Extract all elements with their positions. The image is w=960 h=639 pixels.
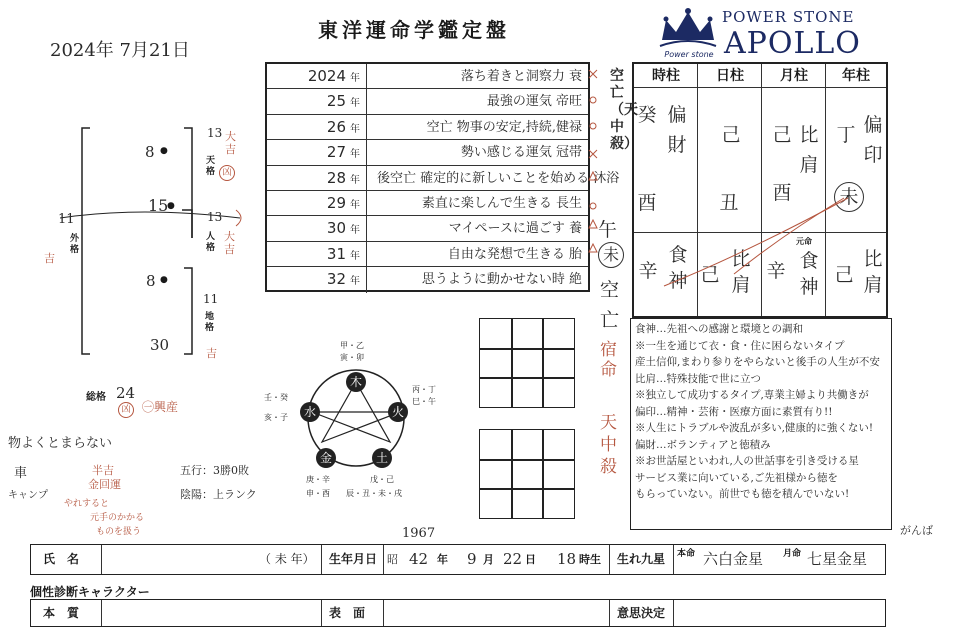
- note-bou: 亡: [600, 309, 620, 331]
- margin-marks: [586, 60, 602, 300]
- kosei-title: 個性診断キャラクター: [30, 585, 150, 599]
- fortune-stage: 胎: [568, 246, 582, 262]
- element-kin: 金: [316, 448, 336, 468]
- ka-branches: 巳・午: [412, 397, 436, 406]
- fortune-desc: 素直に楽しんで生きる: [421, 196, 552, 211]
- fortune-stage: 絶: [568, 272, 582, 288]
- nichi-label: 日: [525, 553, 536, 566]
- goko-note: 五行：3勝0敗: [180, 464, 249, 477]
- element-ka: 火: [388, 402, 408, 422]
- fortune-stage: 養: [568, 221, 582, 237]
- fortune-stage: 長生: [555, 196, 582, 211]
- year-num: 25: [326, 92, 346, 111]
- kubou-label: 空亡（天中殺）: [610, 68, 638, 152]
- genmei-label: 元命: [796, 237, 812, 246]
- fortune-stage: 沐浴: [593, 170, 620, 186]
- fortune-year: [267, 216, 367, 240]
- notes-box: [630, 318, 892, 530]
- note-line: ※人生にトラブルや波乱が多い,健康的に強くない!: [635, 422, 874, 434]
- birth-hour: 18: [557, 550, 577, 568]
- left-note-5: 金回運: [88, 478, 121, 491]
- do-stems: 戊・己: [370, 475, 394, 484]
- stem-nichi: 己: [721, 124, 741, 146]
- fortune-row: [267, 191, 588, 216]
- fortune-row: [267, 166, 620, 191]
- fortune-text: [377, 216, 582, 241]
- birth-y: 42: [409, 550, 429, 568]
- fortune-row: [267, 89, 588, 114]
- honmei-label: 本命: [677, 549, 696, 559]
- gaikaku-fortune: 吉: [44, 252, 55, 265]
- note-line: ※独立して成功するタイプ,専業主婦より共働きが: [635, 389, 869, 401]
- year-unit: 年: [350, 149, 360, 161]
- note-shukumei: 宿命: [600, 340, 617, 380]
- year-unit: 年: [350, 276, 360, 288]
- note-hitsuji: 未: [598, 242, 624, 268]
- fortune-text: [377, 267, 582, 292]
- page-title: 東洋運命学鑑定盤: [318, 18, 510, 42]
- note-go: 午: [598, 219, 618, 241]
- brand-top: POWER STONE: [722, 8, 855, 26]
- year-num: 27: [326, 143, 346, 162]
- kin-branches: 申・酉: [306, 489, 330, 498]
- year-num: 2024: [307, 67, 346, 85]
- chikaku-fortune: 吉: [206, 347, 217, 360]
- tenkaku-num: 13: [207, 126, 223, 140]
- dot-3: ●: [160, 275, 168, 285]
- year-unit: 年: [350, 225, 360, 237]
- note-line: サービス業に向いている,ご先祖様から徳を: [635, 471, 838, 484]
- left-note-7: 元手のかかる: [90, 513, 145, 523]
- fortune-text: [377, 166, 620, 191]
- branch-getsu: 酉: [772, 182, 792, 204]
- fortune-year: [267, 64, 367, 88]
- brand-main: APOLLO: [724, 26, 861, 61]
- fortune-year: [267, 267, 367, 292]
- getsumei-label: 月命: [783, 549, 802, 559]
- fortune-row: [267, 140, 588, 165]
- brand-logo: [652, 4, 882, 62]
- jisei-label: 時生: [579, 553, 601, 566]
- hstar-getsu: 食神: [799, 250, 819, 298]
- fortune-year: [267, 242, 367, 266]
- birth-m: 9: [467, 550, 477, 568]
- header-nenchu: 年柱: [826, 64, 886, 88]
- dot-1: ●: [160, 146, 168, 156]
- gaikaku-label: 外格: [70, 234, 80, 255]
- year-num: 28: [326, 168, 346, 187]
- label-birth: 生年月日: [329, 552, 378, 566]
- note-line: ※一生を通じて衣・食・住に困らないタイプ: [635, 339, 845, 352]
- left-note-3: キャンプ: [8, 490, 48, 501]
- note-line: ※お世話屋といわれ,人の世話事を引き受ける星: [635, 455, 859, 467]
- soukaku-kyo: 凶: [118, 402, 134, 418]
- inyou-note: 陰陽：上ランク: [180, 488, 257, 501]
- stroke-15: 15: [148, 196, 169, 215]
- chikaku-num: 11: [203, 292, 219, 306]
- left-note-8: ものを扱う: [96, 527, 142, 537]
- note-line: 偏財…ボランティアと徳積み: [635, 438, 771, 451]
- fortune-row: [267, 115, 588, 140]
- tenkaku-fortune: 大吉: [225, 130, 236, 156]
- label-honshitsu: 本 質: [43, 606, 80, 620]
- soukaku-num: 24: [116, 384, 136, 402]
- star-ji: 偏財: [667, 104, 687, 156]
- year-num: 26: [326, 117, 346, 136]
- fortune-text: [377, 242, 582, 267]
- fortune-desc: 後空亡 確定的に新しいことを始める: [377, 170, 590, 186]
- fortune-desc: 最強の運気: [486, 94, 552, 110]
- chikaku-label: 地格: [205, 312, 215, 333]
- fortune-desc: 空亡 物事の安定,持続,健禄: [426, 119, 582, 135]
- fortune-year: [267, 140, 367, 164]
- getsumei-value: 七星金星: [807, 550, 868, 568]
- fortune-text: [377, 64, 582, 89]
- sui-branches: 亥・子: [264, 413, 288, 422]
- year-unit: 年: [350, 73, 360, 84]
- fortune-stage: 衰: [568, 69, 582, 84]
- moku-branches: 寅・卯: [340, 353, 364, 362]
- fortune-text: [377, 89, 582, 114]
- fortune-row: [267, 216, 588, 241]
- label-ishi: 意思決定: [617, 606, 666, 620]
- hidden-nen: 己: [834, 264, 854, 286]
- hidden-ji: 辛: [638, 260, 658, 282]
- hstar-nichi: 比肩: [731, 248, 751, 296]
- fortune-year: [267, 115, 367, 139]
- dot-2: ●: [167, 201, 175, 211]
- note-line: 食神…先祖への感謝と環境との調和: [635, 323, 803, 335]
- gatsu-label: 月: [483, 553, 494, 566]
- fortune-desc: 自由な発想で生きる: [447, 246, 565, 262]
- fortune-text: [377, 140, 582, 165]
- note-line: 産土信仰,まわり参りをやらないと後手の人生が不安: [635, 356, 880, 368]
- fortune-year: [267, 166, 367, 190]
- fortune-desc: 勢い感じる運気: [460, 145, 552, 161]
- nen-label: 年: [437, 553, 448, 566]
- note-line: もらっていない。前世でも徳を積んでいない!: [635, 488, 850, 500]
- gaikaku-num: 11: [58, 212, 75, 227]
- fortune-stage: 冠帯: [555, 145, 582, 161]
- honmei-value: 六白金星: [703, 550, 764, 568]
- star-nen: 偏印: [863, 114, 883, 166]
- eto: （ 未 年）: [259, 552, 315, 566]
- left-note-4: 半吉: [92, 464, 114, 477]
- era: 昭: [387, 553, 398, 566]
- kouka-note: ㊀興産: [142, 400, 179, 414]
- nine-star-grid-2: [479, 429, 575, 519]
- fortune-text: [377, 191, 582, 216]
- birth-year-note: 1967: [402, 526, 436, 541]
- fortune-year: [267, 89, 367, 113]
- left-note-6: やれすると: [64, 499, 110, 509]
- kyo-mark: 凶: [219, 165, 235, 181]
- year-unit: 年: [350, 98, 360, 110]
- fortune-row: [267, 242, 588, 267]
- fortune-row: [267, 267, 588, 292]
- tenkaku-label: 天格: [206, 156, 216, 177]
- element-sui: 水: [300, 402, 320, 422]
- branch-nen: 未: [834, 182, 864, 212]
- header-jichu: 時柱: [634, 64, 698, 88]
- stroke-30: 30: [150, 336, 170, 354]
- bottom-table: [30, 544, 886, 630]
- year-num: 29: [326, 194, 346, 212]
- pillar-table: [632, 62, 888, 318]
- year-num: 32: [326, 270, 346, 289]
- kin-stems: 庚・辛: [306, 475, 330, 484]
- star-getsu: 比肩: [799, 124, 819, 176]
- year-unit: 年: [350, 174, 360, 186]
- connection-lines: [634, 64, 886, 316]
- fortune-desc: 落ち着きと洞察力: [460, 69, 565, 84]
- hstar-ji: 食神: [668, 244, 688, 292]
- hidden-getsu: 辛: [766, 260, 786, 282]
- fortune-text: [377, 115, 582, 140]
- moku-stems: 甲・乙: [340, 341, 364, 350]
- fortune-desc: マイペースに過ごす: [448, 221, 565, 237]
- label-kusei: 生れ九星: [617, 552, 666, 566]
- signature: がんば: [900, 524, 933, 537]
- date: 2024年 7月21日: [50, 40, 190, 61]
- fortune-desc: 思うように動かせない時: [421, 272, 565, 288]
- fortune-year: [267, 191, 367, 215]
- year-unit: 年: [350, 200, 360, 211]
- hidden-nichi: 己: [700, 264, 720, 286]
- note-line: 比肩…特殊技能で世に立つ: [635, 372, 761, 385]
- fortune-table: [265, 62, 620, 292]
- stem-ji: 癸: [637, 104, 657, 126]
- year-num: 30: [326, 219, 346, 238]
- ka-stems: 丙・丁: [412, 385, 436, 394]
- hstar-nen: 比肩: [863, 248, 883, 296]
- fortune-row: [267, 64, 588, 89]
- nine-star-grid-1: [479, 318, 575, 408]
- stem-getsu: 己: [772, 124, 792, 146]
- note-kuu: 空: [600, 279, 620, 301]
- fortune-stage: 帝旺: [555, 94, 582, 110]
- year-unit: 年: [350, 123, 360, 135]
- left-note-1: 物よくとまらない: [8, 436, 113, 451]
- sui-stems: 壬・癸: [264, 393, 288, 402]
- branch-nichi: 丑: [719, 192, 739, 214]
- label-shimei: 氏 名: [43, 552, 80, 566]
- header-nichu: 日柱: [698, 64, 762, 88]
- brand-sub: Power stone: [664, 50, 714, 59]
- stroke-8a: 8: [145, 143, 155, 161]
- year-num: 31: [326, 244, 346, 263]
- header-getchu: 月柱: [762, 64, 826, 88]
- note-tenchusatsu: 天中殺: [600, 413, 617, 477]
- jinkaku-num: 13: [207, 210, 223, 224]
- note-line: 偏印…精神・芸術・医療方面に素質有り!!: [635, 405, 833, 418]
- element-moku: 木: [346, 372, 366, 392]
- do-branches: 辰・丑・未・戌: [346, 489, 402, 498]
- left-note-2: 車: [14, 466, 28, 481]
- crown-icon: [656, 6, 720, 56]
- label-hyomen: 表 面: [329, 606, 366, 620]
- stem-nen: 丁: [836, 124, 856, 146]
- year-unit: 年: [350, 250, 360, 262]
- branch-ji: 酉: [637, 192, 657, 214]
- element-do: 土: [372, 448, 392, 468]
- stroke-8b: 8: [146, 272, 156, 290]
- jinkaku-fortune: 大吉: [224, 230, 235, 256]
- soukaku-label: 総格: [86, 392, 106, 403]
- birth-d: 22: [503, 550, 523, 568]
- jinkaku-label: 人格: [206, 232, 216, 253]
